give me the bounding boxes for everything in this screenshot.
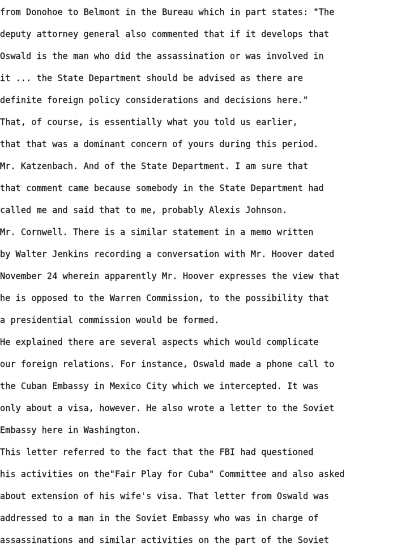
text-line: Embassy here in Washington. [0,426,142,436]
text-line: assassinations and similar activities on the part of the Soviet [0,536,330,546]
text-line: addressed to a man in the Soviet Embassy who was in charge of [0,514,319,524]
text-line: by Walter Jenkins recording a conversation with Mr. Hoover dated [0,250,335,260]
text-line: the Cuban Embassy in Mexico City which we intercepted. It was [0,382,319,392]
text-line: he is opposed to the Warren Commission, to the possibility that [0,294,330,304]
text-line: called me and said that to me, probably Alexis Johnson. [0,206,288,216]
text-line: it ... the State Department should be advised as there are [0,74,303,84]
text-line: our foreign relations. For instance, Oswald made a phone call to [0,360,335,370]
text-line: This letter referred to the fact that the FBI had questioned [0,448,314,458]
text-line: definite foreign policy considerations and decisions here." [0,96,309,106]
text-line: about extension of his wife's visa. That letter from Oswald was [0,492,330,502]
text-line: November 24 wherein apparently Mr. Hoover expresses the view that [0,272,340,282]
text-line: only about a visa, however. He also wrote a letter to the Soviet [0,404,335,414]
text-line: He explained there are several aspects which would complicate [0,338,319,348]
text-line: that comment came because somebody in the State Department had [0,184,324,194]
text-line: Oswald is the man who did the assassination or was involved in [0,52,324,62]
text-line: from Donohoe to Belmont in the Bureau which in part states: "The [0,8,335,18]
text-line: Mr. Cornwell. There is a similar statement in a memo written [0,228,314,238]
text-line: that that was a dominant concern of yours during this period. [0,140,319,150]
text-line: Mr. Katzenbach. And of the State Department. I am sure that [0,162,309,172]
text-line: a presidential commission would be formed. [0,316,220,326]
text-line: deputy attorney general also commented that if it develops that [0,30,330,40]
text-line: That, of course, is essentially what you told us earlier, [0,118,298,128]
text-line: his activities on the"Fair Play for Cuba" Committee and also asked [0,470,345,480]
